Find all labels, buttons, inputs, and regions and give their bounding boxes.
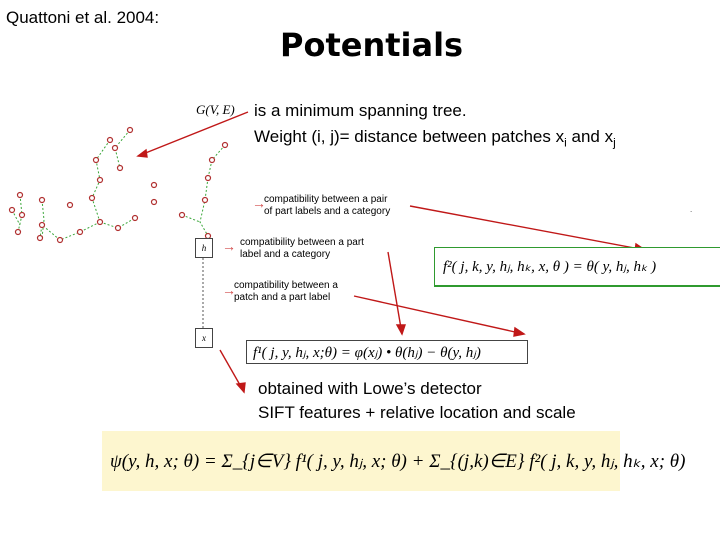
citation: Quattoni et al. 2004: bbox=[6, 8, 160, 27]
weight-and: and x bbox=[566, 127, 614, 146]
annotation-patch-part bbox=[234, 280, 338, 304]
weight-sub-i: i bbox=[564, 135, 567, 150]
arrow-icon: → bbox=[222, 238, 236, 254]
arrow-icon: → bbox=[252, 195, 266, 211]
annotation-part-category bbox=[240, 237, 364, 261]
part-label-node: h bbox=[195, 238, 213, 258]
graph-label: G(V, E) bbox=[196, 102, 235, 117]
annotation-line: patch and a part label bbox=[234, 292, 331, 303]
weight-sub-j: j bbox=[613, 135, 616, 150]
formula-f2: f²( j, k, y, hⱼ, hₖ, x, θ ) = θ( y, hⱼ, hₖ ) bbox=[434, 247, 720, 287]
svg-text:.: . bbox=[690, 205, 693, 214]
weight-main: Weight (i, j)= distance between patches x bbox=[254, 127, 565, 146]
annotation-line: label and a category bbox=[240, 249, 331, 260]
patch-node: x bbox=[195, 328, 213, 348]
annotation-line: compatibility between a pair bbox=[264, 194, 388, 205]
formula-psi: ψ(y, h, x; θ) = Σ_{j∈V} f¹( j, y, hⱼ, x; θ) + Σ_{(j,k)∈E} f²( j, k, y, hⱼ, hₖ, x; θ) bbox=[102, 431, 620, 491]
mst-line: is a minimum spanning tree. bbox=[254, 101, 467, 120]
arrow-icon: → bbox=[222, 282, 236, 298]
detector-line-1: obtained with Lowe’s detector bbox=[258, 379, 482, 398]
annotation-pair-category bbox=[264, 194, 390, 218]
slide-title: Potentials bbox=[280, 26, 464, 64]
detector-line-2: SIFT features + relative location and scale bbox=[258, 403, 576, 422]
annotation-line: compatibility between a bbox=[234, 280, 338, 291]
formula-f1: f¹( j, y, hⱼ, x;θ) = φ(xⱼ) • θ(hⱼ) − θ(y, hⱼ) bbox=[246, 340, 528, 364]
annotation-line: compatibility between a part bbox=[240, 237, 364, 248]
annotation-line: of part labels and a category bbox=[264, 206, 391, 217]
